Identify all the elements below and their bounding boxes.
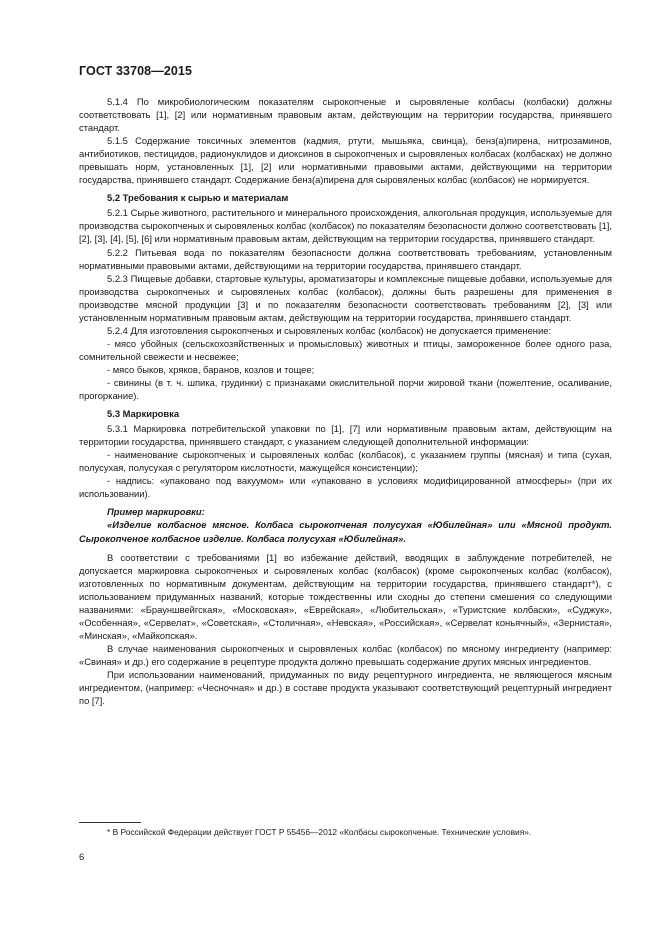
page-number: 6 <box>79 851 85 862</box>
example-label: Пример маркировки: <box>107 506 205 518</box>
paragraph-5-3-1: 5.3.1 Маркировка потребительской упаковки по [1], [7] или нормативным правовым актам, действующим на территории государства, принявшего стандарт, с указанием следующей дополнительной информации: <box>79 423 612 448</box>
document-body <box>79 95 612 707</box>
list-item: - наименование сырокопченых и сыровяленых колбас (колбасок), с указанием группы (мясная) и типа (сухая, полусухая, полусухая с регулятором кислотности, мажущейся консистенции); <box>79 449 612 474</box>
paragraph-5-2-4: 5.2.4 Для изготовления сырокопченых и сыровяленых колбас (колбасок) не допускается применение: <box>107 324 552 336</box>
list-item: - мясо быков, хряков, баранов, козлов и тощее; <box>107 363 315 375</box>
paragraph-5-2-1: 5.2.1 Сырье животного, растительного и минерального происхождения, алкогольная продукция, используемые для производства сырокопченых и сыровяленых колбас (колбасок) по показателям безопасности должно соответствовать [1], [2], [3], [4], [5], [6] или нормативным правовым актам, действующим на территории государства, принявшего стандарт. <box>79 207 612 245</box>
document-header: ГОСТ 33708—2015 <box>79 64 193 78</box>
paragraph-5-2-2: 5.2.2 Питьевая вода по показателям безопасности должна соответствовать требованиям, установленным нормативными правовыми актами, действующими на территории государства, принявшего стандарт. <box>79 246 612 271</box>
footnote-divider <box>79 822 141 823</box>
paragraph-names-restriction: В соответствии с требованиями [1] во избежание действий, вводящих в заблуждение потребителей, не допускается маркировка сырокопченых и сыровяленых колбас (колбасок) (кроме сырокопченых колбас (колбасок), изготовленных по нормативным документам, действующим на территории государства, принявшего стандарт*), с использованием придуманных названий, которые тождественны или сходны до степени смешения со следующими названиями: «Брауншвейгская», «Московская», «Еврейская», «Любительская», «Туристские колбаски», «Суджук», «Особенная», «Сервелат», «Советская», «Столичная», «Невская», «Российская», «Сервелат коньячный», «Зернистая», «Минская», «Майкопская». <box>79 551 612 641</box>
paragraph-nonmeat-ingredient: При использовании наименований, придуманных по виду рецептурного ингредиента, не являющегося мясным ингредиентом, (например: «Чесночная» и др.) в составе продукта указывают соответствующий рецептурный ингредиент по [7]. <box>79 668 612 707</box>
example-text: «Изделие колбасное мясное. Колбаса сырокопченая полусухая «Юбилейная» или «Мясной продукт. Сырокопченое колбасное изделие. Колбаса полусухая «Юбилейная». <box>79 519 612 544</box>
list-item: - мясо убойных (сельскохозяйственных и промысловых) животных и птицы, замороженное более одного раза, сомнительной свежести и несвежее; <box>79 337 612 362</box>
section-heading-5-3: 5.3 Маркировка <box>107 408 180 420</box>
paragraph-5-1-5: 5.1.5 Содержание токсичных элементов (кадмия, ртути, мышьяка, свинца), бенз(а)пирена, нитрозаминов, антибиотиков, пестицидов, радионуклидов и диоксинов в сырокопченых и сыровяленых колбасах (колбасках) не должно превышать норм, установленных [1], [2] или нормативными правовыми актами, действующими на территории государства, принявшего стандарт. Содержание бенз(а)пирена для сыровяленых колбас (колбасок) не нормируется. <box>79 135 612 186</box>
list-item: - свинины (в т. ч. шпика, грудинки) с признаками окислительной порчи жировой ткани (пожелтение, осаливание, прогоркание). <box>79 376 612 402</box>
footnote: * В Российской Федерации действует ГОСТ Р 55456—2012 «Колбасы сырокопченые. Технические условия». <box>107 827 532 837</box>
paragraph-meat-ingredient: В случае наименования сырокопченых и сыровяленых колбас (колбасок) по мясному ингредиенту (например: «Свиная» и др.) его содержание в рецептуре продукта должно превышать содержание других мясных ингредиентов. <box>79 642 612 667</box>
section-heading-5-2: 5.2 Требования к сырью и материалам <box>107 192 289 204</box>
list-item: - надпись: «упаковано под вакуумом» или «упаковано в условиях модифицированной атмосферы» (при их использовании). <box>79 475 612 500</box>
paragraph-5-1-4: 5.1.4 По микробиологическим показателям сырокопченые и сыровяленые колбасы (колбаски) должны соответствовать [1], [2] или нормативным правовым актам, действующим на территории государства, принявшего стандарт. <box>79 96 612 134</box>
paragraph-5-2-3: 5.2.3 Пищевые добавки, стартовые культуры, ароматизаторы и комплексные пищевые добавки, используемые для производства сырокопченых и сыровяленых колбас (колбасок), должны быть разрешены для применения в производстве мясной продукции [3] и по показателям безопасности соответствовать требованиям [2], [3] или установленным нормативным правовым актам, действующим на территории государства, принявшего стандарт. <box>79 272 612 323</box>
